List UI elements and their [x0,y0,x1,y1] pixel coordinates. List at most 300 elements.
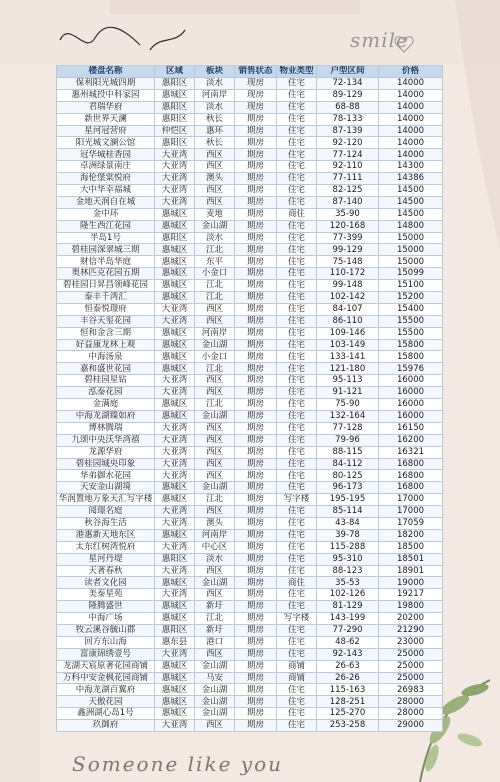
cell-price: 25000 [379,648,443,660]
cell-type: 住宅 [277,684,317,696]
cell-unit-range: 132-164 [317,410,379,422]
cell-price: 25000 [379,672,443,684]
table-row [57,315,443,327]
cell-sector: 江北 [195,399,235,411]
cell-unit-range: 75-90 [317,399,379,411]
cell-district: 大亚湾 [155,422,195,434]
cell-name: 好益康龙林上观 [57,339,155,351]
cell-sector: 马安 [195,672,235,684]
table-row [57,672,443,684]
cell-type: 写字楼 [277,613,317,625]
cell-name: 天安金山湖境 [57,482,155,494]
cell-price: 18901 [379,565,443,577]
table-body [57,78,443,732]
cell-unit-range: 72-134 [317,78,379,90]
cell-sector: 秋长 [195,113,235,125]
cell-unit-range: 143-199 [317,613,379,625]
cell-unit-range: 84-107 [317,303,379,315]
cell-name: 金满庭 [57,399,155,411]
cell-unit-range: 77-290 [317,624,379,636]
cell-name: 回方东山海 [57,636,155,648]
cell-district: 惠阳区 [155,78,195,90]
cell-unit-range: 128-251 [317,696,379,708]
cell-district: 惠阳区 [155,232,195,244]
cell-price: 16000 [379,399,443,411]
cell-sector: 秋长 [195,137,235,149]
cell-price: 28000 [379,696,443,708]
cell-sector: 西区 [195,422,235,434]
cell-district: 惠城区 [155,482,195,494]
cell-sector: 金山湖 [195,410,235,422]
cell-unit-range: 103-149 [317,339,379,351]
cell-status: 期房 [235,113,277,125]
cell-sector: 淡水 [195,78,235,90]
cell-name: 美泰星苑 [57,589,155,601]
cell-unit-range: 115-163 [317,684,379,696]
cell-status: 期房 [235,577,277,589]
cell-type: 住宅 [277,89,317,101]
cell-name: 阳光城文澜公馆 [57,137,155,149]
cell-status: 期房 [235,684,277,696]
cell-sector: 港口 [195,636,235,648]
cell-sector: 西区 [195,648,235,660]
cell-name: 隆腾盛世 [57,601,155,613]
cell-sector: 麦地 [195,208,235,220]
table-row [57,161,443,173]
table-row [57,553,443,565]
cell-price: 15500 [379,315,443,327]
cell-type: 住宅 [277,149,317,161]
cell-price: 23000 [379,636,443,648]
cell-status: 期房 [235,280,277,292]
cell-name: 天傲花园 [57,696,155,708]
cell-unit-range: 99-129 [317,244,379,256]
cell-sector: 金山湖 [195,660,235,672]
cell-price: 15000 [379,244,443,256]
table-row [57,125,443,137]
cell-sector: 西区 [195,565,235,577]
cell-unit-range: 92-120 [317,137,379,149]
cell-type: 住宅 [277,517,317,529]
table-row [57,113,443,125]
cell-district: 仲恺区 [155,125,195,137]
cell-sector: 淡水 [195,232,235,244]
cell-unit-range: 48-62 [317,636,379,648]
cell-unit-range: 120-168 [317,220,379,232]
cell-status: 期房 [235,482,277,494]
cell-price: 15800 [379,339,443,351]
cell-name: 中海龙湖臻如府 [57,410,155,422]
property-price-table [56,65,443,732]
cell-district: 惠城区 [155,708,195,720]
cell-name: 鑫洲湖心岛1号 [57,708,155,720]
cell-district: 大亚湾 [155,196,195,208]
cell-name: 玖御府 [57,720,155,732]
cell-unit-range: 26-63 [317,660,379,672]
cell-price: 14000 [379,113,443,125]
cell-unit-range: 85-114 [317,506,379,518]
cell-price: 15100 [379,280,443,292]
cell-unit-range: 82-125 [317,185,379,197]
cell-price: 14000 [379,89,443,101]
cell-price: 16800 [379,470,443,482]
cell-type: 住宅 [277,434,317,446]
table-row [57,494,443,506]
cell-price: 18500 [379,541,443,553]
cell-type: 住宅 [277,696,317,708]
cell-sector: 小金口 [195,268,235,280]
smile-script-text: smile [350,28,409,52]
cell-name: 嘉和盛世花园 [57,363,155,375]
cell-name: 恒泰悦璟府 [57,303,155,315]
cell-district: 惠城区 [155,601,195,613]
cell-type: 住宅 [277,113,317,125]
cell-district: 惠城区 [155,672,195,684]
cell-unit-range: 99-148 [317,280,379,292]
cell-price: 19800 [379,601,443,613]
cell-type: 住宅 [277,636,317,648]
table-row [57,720,443,732]
cell-district: 大亚湾 [155,506,195,518]
cell-type: 住宅 [277,482,317,494]
cell-sector: 金山湖 [195,220,235,232]
cell-district: 惠城区 [155,363,195,375]
cell-unit-range: 253-258 [317,720,379,732]
cell-unit-range: 80-125 [317,470,379,482]
cell-status: 期房 [235,529,277,541]
cell-sector: 河南岸 [195,89,235,101]
cell-unit-range: 78-133 [317,113,379,125]
table-row [57,648,443,660]
cell-district: 惠城区 [155,613,195,625]
cell-status: 期房 [235,292,277,304]
cell-district: 惠城区 [155,256,195,268]
cell-district: 惠城区 [155,208,195,220]
cell-status: 期房 [235,363,277,375]
cell-status: 期房 [235,422,277,434]
cell-unit-range: 26-26 [317,672,379,684]
cell-district: 惠阳区 [155,113,195,125]
cell-district: 惠阳区 [155,624,195,636]
cell-type: 住宅 [277,292,317,304]
cell-unit-range: 35-90 [317,208,379,220]
cell-name: 太东红树湾悦府 [57,541,155,553]
table-row [57,137,443,149]
table-row [57,268,443,280]
cell-unit-range: 81-129 [317,601,379,613]
cell-sector: 金山湖 [195,696,235,708]
cell-price: 16800 [379,458,443,470]
cell-sector: 西区 [195,161,235,173]
cell-district: 惠城区 [155,268,195,280]
cell-price: 15099 [379,268,443,280]
cell-name: 龙湖天宸原著花园商铺 [57,660,155,672]
cell-type: 住宅 [277,720,317,732]
table-header-row [57,66,443,78]
cell-price: 21290 [379,624,443,636]
cell-type: 住宅 [277,232,317,244]
cell-name: 冠华城桂香园 [57,149,155,161]
cell-type: 住宅 [277,399,317,411]
cell-sector: 中心区 [195,541,235,553]
cell-sector: 西区 [195,303,235,315]
cell-sector: 西区 [195,185,235,197]
table-row [57,482,443,494]
cell-name: 奥林匹克花园五期 [57,268,155,280]
table-row [57,624,443,636]
cell-name: 财信半岛华庭 [57,256,155,268]
cell-status: 期房 [235,613,277,625]
cell-unit-range: 88-123 [317,565,379,577]
cell-unit-range: 39-78 [317,529,379,541]
cell-type: 住宅 [277,327,317,339]
header-unit-range: 户型区间 [317,66,379,78]
cell-type: 住宅 [277,256,317,268]
cell-name: 泓泰花园 [57,387,155,399]
cell-status: 期房 [235,185,277,197]
table-row [57,208,443,220]
table-row [57,446,443,458]
cell-status: 期房 [235,708,277,720]
cell-unit-range: 102-126 [317,589,379,601]
table-row [57,696,443,708]
cell-unit-range: 125-270 [317,708,379,720]
cell-price: 14000 [379,101,443,113]
cell-sector: 西区 [195,446,235,458]
cell-district: 惠城区 [155,529,195,541]
table-row [57,339,443,351]
cell-district: 大亚湾 [155,387,195,399]
cell-type: 住宅 [277,196,317,208]
cell-unit-range: 95-113 [317,375,379,387]
table-row [57,327,443,339]
cell-name: 华润置地万象天汇写字楼 [57,494,155,506]
header-district: 区域 [155,66,195,78]
cell-name: 华弟御水花园 [57,470,155,482]
cell-status: 期房 [235,434,277,446]
cell-district: 大亚湾 [155,589,195,601]
cell-type: 住宅 [277,78,317,90]
cell-status: 期房 [235,196,277,208]
table-row [57,565,443,577]
cell-name: 星河丹堤 [57,553,155,565]
cell-sector: 淡水 [195,101,235,113]
cell-sector: 新圩 [195,624,235,636]
cell-sector: 西区 [195,589,235,601]
cell-price: 16321 [379,446,443,458]
cell-status: 期房 [235,137,277,149]
cell-price: 14800 [379,220,443,232]
cell-district: 大亚湾 [155,517,195,529]
cell-price: 16800 [379,482,443,494]
cell-district: 大亚湾 [155,161,195,173]
cell-name: 碧桂园城央印象 [57,458,155,470]
cell-type: 住宅 [277,185,317,197]
cell-unit-range: 115-288 [317,541,379,553]
cell-sector: 江北 [195,494,235,506]
cell-sector: 江北 [195,613,235,625]
cell-unit-range: 92-110 [317,161,379,173]
cell-district: 惠城区 [155,410,195,422]
cell-sector: 金山湖 [195,482,235,494]
cell-type: 住宅 [277,565,317,577]
table-row [57,387,443,399]
cell-district: 惠阳区 [155,553,195,565]
cell-price: 14500 [379,185,443,197]
cell-price: 14500 [379,208,443,220]
table-row [57,660,443,672]
cell-price: 17059 [379,517,443,529]
cell-district: 惠城区 [155,220,195,232]
cell-district: 惠阳区 [155,137,195,149]
cell-sector: 西区 [195,720,235,732]
table-row [57,363,443,375]
cell-sector: 河南岸 [195,529,235,541]
cell-district: 惠城区 [155,696,195,708]
cell-district: 大亚湾 [155,303,195,315]
table-row [57,78,443,90]
cell-district: 大亚湾 [155,185,195,197]
table-row [57,303,443,315]
cell-name: 牧云溪谷毓山郡 [57,624,155,636]
cell-district: 惠阳区 [155,101,195,113]
cell-unit-range: 89-129 [317,89,379,101]
cell-status: 期房 [235,339,277,351]
table-row [57,185,443,197]
cell-status: 期房 [235,672,277,684]
table-row [57,613,443,625]
cell-type: 住宅 [277,470,317,482]
cell-type: 住宅 [277,339,317,351]
cell-type: 住宅 [277,446,317,458]
cell-sector: 金山湖 [195,708,235,720]
header-sales-status: 销售状态 [235,66,277,78]
table-row [57,434,443,446]
cell-type: 住宅 [277,101,317,113]
cell-name: 博林腾瑞 [57,422,155,434]
cell-status: 期房 [235,648,277,660]
cell-type: 住宅 [277,541,317,553]
cell-price: 15500 [379,327,443,339]
table-row [57,506,443,518]
cell-type: 住宅 [277,422,317,434]
cell-name: 中海龙湖百翼府 [57,684,155,696]
cell-unit-range: 77-111 [317,173,379,185]
table-row [57,149,443,161]
cell-price: 14300 [379,161,443,173]
cell-district: 惠城区 [155,280,195,292]
cell-name: 金中环 [57,208,155,220]
cell-type: 商住 [277,577,317,589]
cell-type: 住宅 [277,375,317,387]
cell-status: 期房 [235,470,277,482]
cell-district: 惠城区 [155,339,195,351]
cell-type: 住宅 [277,387,317,399]
cell-name: 恒和金含三期 [57,327,155,339]
cell-unit-range: 92-143 [317,648,379,660]
cell-unit-range: 86-110 [317,315,379,327]
cell-unit-range: 133-141 [317,351,379,363]
cell-price: 15400 [379,303,443,315]
cell-type: 住宅 [277,648,317,660]
cell-status: 期房 [235,601,277,613]
cell-sector: 江北 [195,363,235,375]
cell-status: 期房 [235,161,277,173]
cell-unit-range: 87-140 [317,196,379,208]
cell-status: 期房 [235,660,277,672]
cell-name: 卓洲绿景南庄 [57,161,155,173]
cell-sector: 江北 [195,280,235,292]
cell-type: 写字楼 [277,494,317,506]
cell-sector: 金山湖 [195,339,235,351]
cell-sector: 小金口 [195,351,235,363]
cell-sector: 惠环 [195,125,235,137]
cell-price: 20200 [379,613,443,625]
cell-type: 住宅 [277,173,317,185]
cell-sector: 东平 [195,256,235,268]
cell-status: 期房 [235,327,277,339]
cell-type: 商住 [277,208,317,220]
cell-type: 住宅 [277,708,317,720]
cell-unit-range: 77-399 [317,232,379,244]
cell-type: 住宅 [277,220,317,232]
cell-name: 中海广场 [57,613,155,625]
cell-name: 金地天润自在城 [57,196,155,208]
table-row [57,458,443,470]
cell-price: 16000 [379,387,443,399]
cell-district: 大亚湾 [155,720,195,732]
cell-sector: 金山湖 [195,684,235,696]
cell-name: 大中华幸福城 [57,185,155,197]
table-row [57,708,443,720]
cell-type: 住宅 [277,125,317,137]
cell-price: 16000 [379,410,443,422]
cell-name: 隆生西江花园 [57,220,155,232]
cell-status: 期房 [235,624,277,636]
cell-status: 期房 [235,565,277,577]
cell-sector: 金山湖 [195,577,235,589]
cell-type: 住宅 [277,363,317,375]
cell-price: 14000 [379,125,443,137]
table-row [57,375,443,387]
cell-status: 期房 [235,410,277,422]
table-row [57,244,443,256]
cell-district: 大亚湾 [155,458,195,470]
table-row [57,351,443,363]
table-row [57,399,443,411]
cell-district: 大亚湾 [155,375,195,387]
cell-sector: 河南岸 [195,327,235,339]
cell-type: 住宅 [277,589,317,601]
cell-type: 住宅 [277,529,317,541]
cell-price: 26983 [379,684,443,696]
cell-status: 期房 [235,458,277,470]
cell-name: 碧桂园日昇昌领峰花园 [57,280,155,292]
cell-sector: 西区 [195,196,235,208]
cell-sector: 西区 [195,434,235,446]
cell-name: 港惠新天地东区 [57,529,155,541]
cell-status: 期房 [235,125,277,137]
cell-unit-range: 87-139 [317,125,379,137]
cell-sector: 澳头 [195,173,235,185]
cell-unit-range: 88-115 [317,446,379,458]
cell-status: 期房 [235,220,277,232]
cell-status: 期房 [235,720,277,732]
cell-type: 住宅 [277,280,317,292]
cell-price: 14000 [379,137,443,149]
footer-script-text: Someone like you [72,752,283,776]
cell-unit-range: 77-124 [317,149,379,161]
